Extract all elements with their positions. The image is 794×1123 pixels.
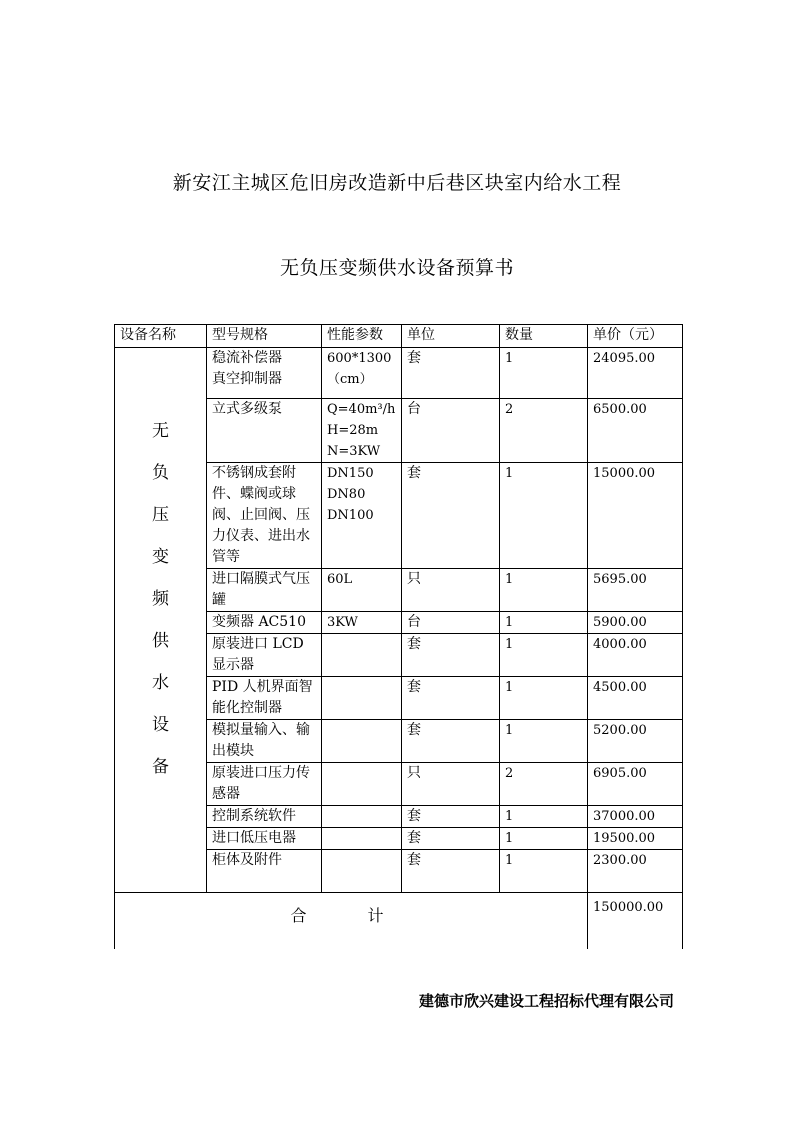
category-char: 备 (152, 757, 169, 777)
performance-cell (322, 763, 402, 806)
quantity-cell: 1 (500, 348, 588, 399)
quantity-cell: 1 (500, 828, 588, 850)
category-char: 无 (152, 421, 169, 441)
category-char: 变 (152, 547, 169, 567)
performance-cell: 60L (322, 569, 402, 612)
performance-cell (322, 850, 402, 893)
unit-price-cell: 5695.00 (588, 569, 683, 612)
model-spec-cell: 进口隔膜式气压罐 (207, 569, 322, 612)
category-cell (115, 348, 207, 893)
quantity-cell: 1 (500, 720, 588, 763)
category-char: 供 (152, 631, 169, 651)
model-spec-cell: 变频器 AC510 (207, 612, 322, 634)
category-char: 设 (152, 715, 169, 735)
model-spec-cell: 稳流补偿器 真空抑制器 (207, 348, 322, 399)
total-row (115, 893, 683, 950)
unit-cell: 只 (402, 569, 500, 612)
unit-price-cell: 24095.00 (588, 348, 683, 399)
unit-cell: 台 (402, 399, 500, 463)
model-spec-cell: 柜体及附件 (207, 850, 322, 893)
category-char: 频 (152, 589, 169, 609)
total-label: 合 计 (115, 893, 588, 950)
unit-cell: 套 (402, 850, 500, 893)
quantity-cell: 1 (500, 612, 588, 634)
unit-price-cell: 4000.00 (588, 634, 683, 677)
performance-cell (322, 677, 402, 720)
unit-price-cell: 4500.00 (588, 677, 683, 720)
document-subtitle: 无负压变频供水设备预算书 (279, 257, 514, 279)
total-value: 150000.00 (588, 893, 683, 950)
quantity-cell: 1 (500, 569, 588, 612)
unit-cell: 套 (402, 828, 500, 850)
unit-cell: 台 (402, 612, 500, 634)
model-spec-cell: 原装进口压力传感器 (207, 763, 322, 806)
header-quantity: 数量 (500, 325, 588, 348)
performance-cell (322, 828, 402, 850)
unit-cell: 套 (402, 634, 500, 677)
quantity-cell: 1 (500, 634, 588, 677)
header-unit: 单位 (402, 325, 500, 348)
unit-cell: 只 (402, 763, 500, 806)
quantity-cell: 1 (500, 677, 588, 720)
model-spec-cell: 立式多级泵 (207, 399, 322, 463)
header-model-spec: 型号规格 (207, 325, 322, 348)
unit-price-cell: 6500.00 (588, 399, 683, 463)
performance-cell (322, 720, 402, 763)
unit-price-cell: 5900.00 (588, 612, 683, 634)
budget-table (114, 324, 683, 949)
performance-cell: 3KW (322, 612, 402, 634)
unit-price-cell: 37000.00 (588, 806, 683, 828)
performance-cell: 600*1300 （cm） (322, 348, 402, 399)
model-spec-cell: 控制系统软件 (207, 806, 322, 828)
unit-cell: 套 (402, 720, 500, 763)
unit-price-cell: 5200.00 (588, 720, 683, 763)
company-name: 建德市欣兴建设工程招标代理有限公司 (418, 992, 674, 1010)
unit-price-cell: 2300.00 (588, 850, 683, 893)
table-row (115, 348, 683, 399)
category-char: 水 (152, 673, 169, 693)
unit-price-cell: 6905.00 (588, 763, 683, 806)
quantity-cell: 1 (500, 463, 588, 569)
document-title: 新安江主城区危旧房改造新中后巷区块室内给水工程 (172, 172, 622, 194)
unit-cell: 套 (402, 677, 500, 720)
model-spec-cell: 模拟量输入、输出模块 (207, 720, 322, 763)
performance-cell (322, 634, 402, 677)
performance-cell (322, 806, 402, 828)
quantity-cell: 1 (500, 850, 588, 893)
performance-cell: Q=40m³/h H=28m N=3KW (322, 399, 402, 463)
unit-cell: 套 (402, 463, 500, 569)
header-performance: 性能参数 (322, 325, 402, 348)
header-equipment-name: 设备名称 (115, 325, 207, 348)
model-spec-cell: 进口低压电器 (207, 828, 322, 850)
category-char: 负 (152, 463, 169, 483)
model-spec-cell: 原装进口 LCD 显示器 (207, 634, 322, 677)
category-char: 压 (152, 505, 169, 525)
model-spec-cell: 不锈钢成套附件、蝶阀或球阀、止回阀、压力仪表、进出水管等 (207, 463, 322, 569)
unit-cell: 套 (402, 348, 500, 399)
unit-price-cell: 15000.00 (588, 463, 683, 569)
header-unit-price: 单价（元） (588, 325, 683, 348)
unit-cell: 套 (402, 806, 500, 828)
quantity-cell: 2 (500, 763, 588, 806)
performance-cell: DN150 DN80 DN100 (322, 463, 402, 569)
model-spec-cell: PID 人机界面智能化控制器 (207, 677, 322, 720)
unit-price-cell: 19500.00 (588, 828, 683, 850)
table-header-row (115, 325, 683, 348)
quantity-cell: 2 (500, 399, 588, 463)
quantity-cell: 1 (500, 806, 588, 828)
